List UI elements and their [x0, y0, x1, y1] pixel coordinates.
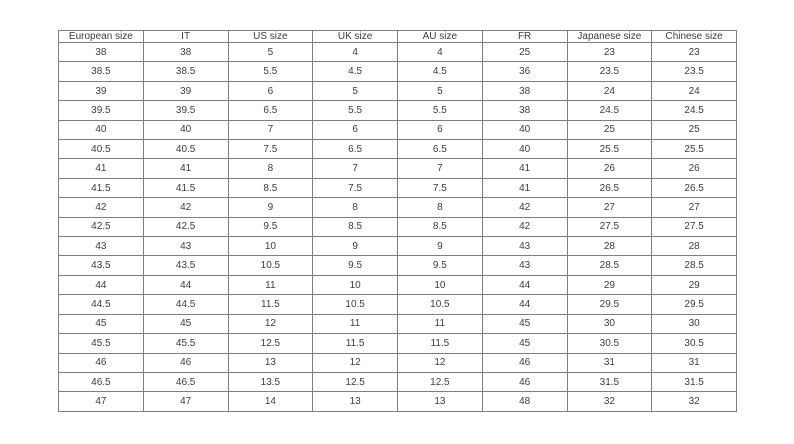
table-cell: 10.5: [398, 295, 483, 314]
table-cell: 12: [313, 353, 398, 372]
table-cell: 8.5: [398, 217, 483, 236]
table-row: [59, 101, 737, 120]
table-cell: 7: [228, 120, 313, 139]
table-cell: 24.5: [567, 101, 652, 120]
table-cell: 27: [567, 198, 652, 217]
table-cell: 41.5: [59, 178, 144, 197]
table-cell: 42: [143, 198, 228, 217]
table-cell: 8.5: [228, 178, 313, 197]
table-cell: 7: [313, 159, 398, 178]
table-cell: 40.5: [143, 140, 228, 159]
table-cell: 8.5: [313, 217, 398, 236]
table-cell: 46: [482, 353, 567, 372]
table-cell: 9: [398, 237, 483, 256]
table-cell: 39: [59, 81, 144, 100]
table-row: [59, 140, 737, 159]
table-cell: 29: [652, 275, 737, 294]
table-cell: 7.5: [313, 178, 398, 197]
table-row: [59, 392, 737, 412]
table-cell: 28.5: [652, 256, 737, 275]
table-row: [59, 256, 737, 275]
table-cell: 5.5: [228, 62, 313, 81]
table-cell: 11: [398, 314, 483, 333]
table-cell: 14: [228, 392, 313, 412]
table-cell: 38: [59, 43, 144, 62]
table-row: [59, 314, 737, 333]
table-cell: 39: [143, 81, 228, 100]
table-cell: 25.5: [567, 140, 652, 159]
table-cell: 46.5: [59, 372, 144, 391]
table-cell: 6: [313, 120, 398, 139]
table-cell: 13: [398, 392, 483, 412]
table-cell: 28: [652, 237, 737, 256]
table-cell: 39.5: [59, 101, 144, 120]
table-cell: 11: [313, 314, 398, 333]
table-cell: 8: [313, 198, 398, 217]
table-cell: 40: [482, 120, 567, 139]
table-cell: 24.5: [652, 101, 737, 120]
table-cell: 42: [59, 198, 144, 217]
table-cell: 10: [398, 275, 483, 294]
table-cell: 10.5: [313, 295, 398, 314]
table-cell: 9: [228, 198, 313, 217]
table-body: [59, 43, 737, 412]
table-cell: 46.5: [143, 372, 228, 391]
table-cell: 23.5: [652, 62, 737, 81]
table-cell: 43.5: [59, 256, 144, 275]
table-cell: 9.5: [398, 256, 483, 275]
table-cell: 43: [482, 237, 567, 256]
table-cell: 30.5: [567, 334, 652, 353]
table-cell: 24: [652, 81, 737, 100]
table-row: [59, 353, 737, 372]
table-row: [59, 178, 737, 197]
table-cell: 45: [482, 314, 567, 333]
table-cell: 6.5: [313, 140, 398, 159]
table-cell: 11: [228, 275, 313, 294]
table-cell: 30.5: [652, 334, 737, 353]
table-cell: 4: [398, 43, 483, 62]
table-cell: 8: [398, 198, 483, 217]
table-cell: 44.5: [59, 295, 144, 314]
table-cell: 45: [143, 314, 228, 333]
column-header: IT: [143, 31, 228, 43]
table-cell: 32: [567, 392, 652, 412]
table-cell: 31: [567, 353, 652, 372]
column-header: Chinese size: [652, 31, 737, 43]
table-cell: 13.5: [228, 372, 313, 391]
table-cell: 47: [59, 392, 144, 412]
table-cell: 12.5: [398, 372, 483, 391]
table-cell: 38.5: [143, 62, 228, 81]
table-cell: 26: [567, 159, 652, 178]
table-cell: 43.5: [143, 256, 228, 275]
table-cell: 11.5: [228, 295, 313, 314]
table-cell: 26.5: [567, 178, 652, 197]
table-cell: 44: [143, 275, 228, 294]
table-cell: 43: [482, 256, 567, 275]
table-cell: 44: [482, 275, 567, 294]
table-cell: 10: [313, 275, 398, 294]
table-cell: 44.5: [143, 295, 228, 314]
size-conversion-table: [58, 30, 737, 412]
table-cell: 27: [652, 198, 737, 217]
table-cell: 4.5: [313, 62, 398, 81]
table-cell: 10.5: [228, 256, 313, 275]
column-header: AU size: [398, 31, 483, 43]
table-cell: 45: [482, 334, 567, 353]
table-cell: 45: [59, 314, 144, 333]
table-cell: 26.5: [652, 178, 737, 197]
table-cell: 38: [482, 101, 567, 120]
table-cell: 6.5: [228, 101, 313, 120]
header-row: [59, 31, 737, 43]
table-cell: 25: [652, 120, 737, 139]
table-cell: 23: [652, 43, 737, 62]
table-cell: 4.5: [398, 62, 483, 81]
table-cell: 12.5: [228, 334, 313, 353]
table-cell: 48: [482, 392, 567, 412]
table-row: [59, 43, 737, 62]
table-row: [59, 372, 737, 391]
table-cell: 40.5: [59, 140, 144, 159]
table-cell: 46: [143, 353, 228, 372]
table-cell: 43: [59, 237, 144, 256]
table-cell: 38: [143, 43, 228, 62]
table-cell: 11.5: [398, 334, 483, 353]
table-cell: 4: [313, 43, 398, 62]
table-cell: 45.5: [143, 334, 228, 353]
column-header: Japanese size: [567, 31, 652, 43]
table-cell: 5.5: [313, 101, 398, 120]
table-cell: 9.5: [228, 217, 313, 236]
table-cell: 29: [567, 275, 652, 294]
table-row: [59, 217, 737, 236]
table-cell: 31: [652, 353, 737, 372]
table-cell: 25: [482, 43, 567, 62]
table-cell: 10: [228, 237, 313, 256]
table-cell: 6.5: [398, 140, 483, 159]
table-cell: 12: [398, 353, 483, 372]
table-cell: 41.5: [143, 178, 228, 197]
table-cell: 45.5: [59, 334, 144, 353]
table-cell: 38.5: [59, 62, 144, 81]
table-cell: 46: [59, 353, 144, 372]
table-cell: 9.5: [313, 256, 398, 275]
table-cell: 41: [143, 159, 228, 178]
table-cell: 47: [143, 392, 228, 412]
table-cell: 5: [228, 43, 313, 62]
table-cell: 40: [482, 140, 567, 159]
table-row: [59, 81, 737, 100]
table-cell: 24: [567, 81, 652, 100]
table-cell: 39.5: [143, 101, 228, 120]
table-cell: 26: [652, 159, 737, 178]
table-cell: 31.5: [567, 372, 652, 391]
table-row: [59, 237, 737, 256]
column-header: UK size: [313, 31, 398, 43]
table-cell: 28.5: [567, 256, 652, 275]
table-cell: 31.5: [652, 372, 737, 391]
table-cell: 41: [482, 159, 567, 178]
table-cell: 9: [313, 237, 398, 256]
table-cell: 30: [652, 314, 737, 333]
table-row: [59, 295, 737, 314]
table-cell: 5: [313, 81, 398, 100]
table-cell: 29.5: [567, 295, 652, 314]
table-cell: 41: [482, 178, 567, 197]
table-cell: 41: [59, 159, 144, 178]
table-cell: 42: [482, 217, 567, 236]
table-cell: 12: [228, 314, 313, 333]
table-cell: 7: [398, 159, 483, 178]
table-cell: 25: [567, 120, 652, 139]
table-cell: 42.5: [59, 217, 144, 236]
table-cell: 36: [482, 62, 567, 81]
table-cell: 25.5: [652, 140, 737, 159]
table-cell: 27.5: [567, 217, 652, 236]
table-cell: 43: [143, 237, 228, 256]
table-cell: 8: [228, 159, 313, 178]
table-cell: 27.5: [652, 217, 737, 236]
table-cell: 44: [59, 275, 144, 294]
table-cell: 6: [228, 81, 313, 100]
table-cell: 28: [567, 237, 652, 256]
table-cell: 23: [567, 43, 652, 62]
table-cell: 6: [398, 120, 483, 139]
table-cell: 7.5: [228, 140, 313, 159]
column-header: FR: [482, 31, 567, 43]
table-cell: 30: [567, 314, 652, 333]
table-cell: 40: [59, 120, 144, 139]
table-cell: 42: [482, 198, 567, 217]
table-cell: 5.5: [398, 101, 483, 120]
table-cell: 38: [482, 81, 567, 100]
table-cell: 32: [652, 392, 737, 412]
column-header: European size: [59, 31, 144, 43]
table-row: [59, 198, 737, 217]
table-cell: 12.5: [313, 372, 398, 391]
table-row: [59, 159, 737, 178]
table-cell: 13: [313, 392, 398, 412]
table-header: [59, 31, 737, 43]
table-row: [59, 62, 737, 81]
table-cell: 40: [143, 120, 228, 139]
table-cell: 46: [482, 372, 567, 391]
table-cell: 5: [398, 81, 483, 100]
table-row: [59, 275, 737, 294]
table-row: [59, 120, 737, 139]
table-cell: 42.5: [143, 217, 228, 236]
column-header: US size: [228, 31, 313, 43]
table-cell: 7.5: [398, 178, 483, 197]
table-cell: 13: [228, 353, 313, 372]
table-cell: 29.5: [652, 295, 737, 314]
table-cell: 44: [482, 295, 567, 314]
table-cell: 11.5: [313, 334, 398, 353]
table-cell: 23.5: [567, 62, 652, 81]
table-row: [59, 334, 737, 353]
